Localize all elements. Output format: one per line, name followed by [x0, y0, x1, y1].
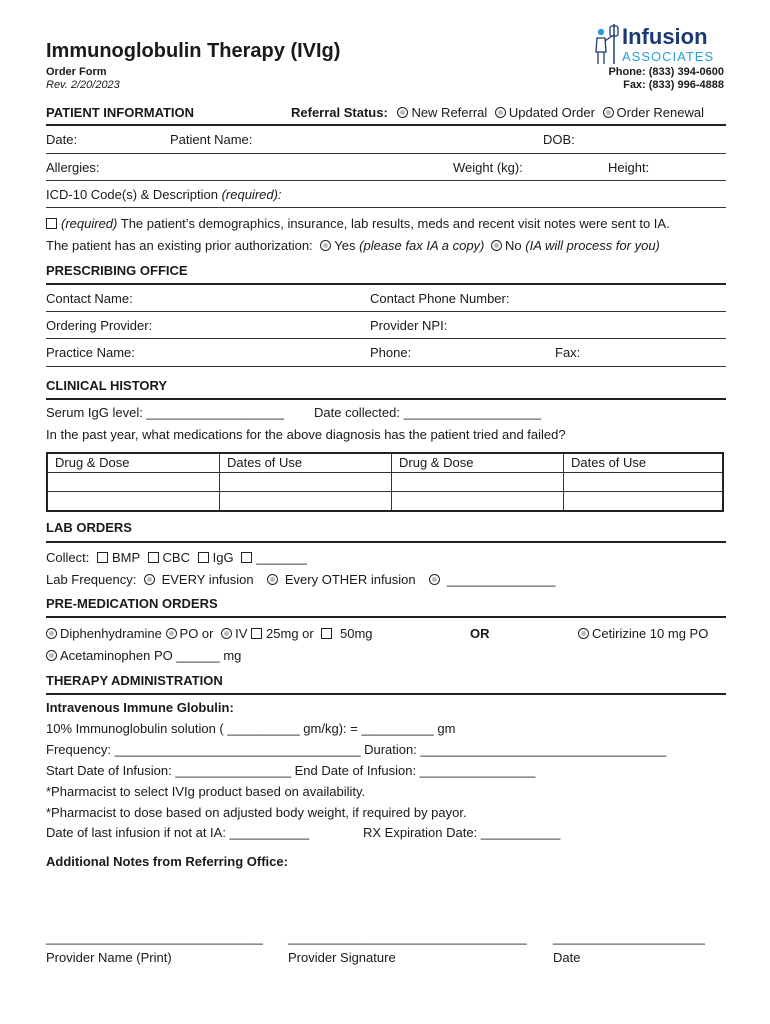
table-cell[interactable] [564, 473, 724, 492]
freq-every-other[interactable]: Every OTHER infusion [267, 572, 415, 587]
radio-icon[interactable] [267, 574, 278, 585]
divider [46, 207, 726, 208]
cetirizine-radio[interactable]: Cetirizine 10 mg PO [578, 626, 708, 641]
clinical-history-heading: CLINICAL HISTORY [46, 378, 168, 393]
divider [46, 616, 726, 618]
checkbox-icon[interactable] [198, 552, 209, 563]
radio-icon[interactable] [495, 107, 506, 118]
contact-phone-field[interactable]: Contact Phone Number: [370, 291, 510, 306]
provider-npi-field[interactable]: Provider NPI: [370, 318, 448, 333]
signature-date-label: Date [553, 950, 581, 965]
table-cell[interactable] [392, 492, 564, 512]
logo-subtext: ASSOCIATES [622, 49, 715, 64]
table-cell[interactable] [392, 473, 564, 492]
form-subtitle: Order Form [46, 66, 107, 78]
table-cell[interactable] [47, 492, 220, 512]
nurse-pole-icon [592, 22, 622, 66]
divider [46, 338, 726, 339]
table-header: Dates of Use [220, 453, 392, 473]
date-field[interactable]: Date: [46, 132, 78, 147]
patient-info-heading: PATIENT INFORMATION [46, 105, 195, 120]
radio-icon[interactable] [46, 650, 57, 661]
diphenhydramine-radio[interactable]: Diphenhydramine [46, 626, 162, 641]
table-row[interactable] [47, 473, 723, 492]
height-field[interactable]: Height: [608, 160, 650, 175]
iv-radio[interactable]: IV [221, 626, 247, 641]
checkbox-icon[interactable] [97, 552, 108, 563]
table-cell[interactable] [220, 492, 392, 512]
table-cell[interactable] [47, 473, 220, 492]
referral-label: Referral Status: [291, 105, 388, 120]
contact-name-field[interactable]: Contact Name: [46, 291, 133, 306]
acetaminophen-radio[interactable]: Acetaminophen PO ______ mg [46, 648, 241, 663]
lab-frequency-row: Lab Frequency: EVERY infusion Every OTHER infusion _______________ [46, 572, 556, 587]
table-header: Drug & Dose [47, 453, 220, 473]
signature-date-line[interactable]: _____________________ [553, 930, 705, 945]
dose-50mg-checkbox[interactable]: 50mg [321, 626, 372, 641]
icd-field[interactable]: ICD-10 Code(s) & Description (required): [46, 187, 282, 202]
serum-igg-field[interactable]: Serum IgG level: ___________________ [46, 405, 284, 420]
premed-or: OR [470, 626, 490, 641]
radio-icon[interactable] [491, 240, 502, 251]
radio-icon[interactable] [46, 628, 57, 639]
radio-icon[interactable] [603, 107, 614, 118]
additional-notes-area[interactable] [46, 875, 724, 925]
provider-signature-label: Provider Signature [288, 950, 396, 965]
provider-name-label: Provider Name (Print) [46, 950, 172, 965]
solution-dose-field[interactable]: 10% Immunoglobulin solution ( __________ gm/kg): = __________ gm [46, 721, 456, 736]
divider [46, 311, 726, 312]
igg-checkbox[interactable]: IgG [198, 550, 234, 565]
divider [46, 124, 726, 126]
premed-heading: PRE-MEDICATION ORDERS [46, 596, 218, 611]
date-collected-field[interactable]: Date collected: ___________________ [314, 405, 541, 420]
radio-icon[interactable] [144, 574, 155, 585]
radio-icon[interactable] [397, 107, 408, 118]
checkbox-icon[interactable] [46, 218, 57, 229]
additional-notes-heading: Additional Notes from Referring Office: [46, 854, 288, 869]
prior-auth-no[interactable]: No (IA will process for you) [491, 238, 660, 253]
patient-name-field[interactable]: Patient Name: [170, 132, 253, 147]
ia-phone: Phone: (833) 394-0600 [608, 66, 724, 78]
failed-meds-question: In the past year, what medications for the above diagnosis has the patient tried and failed? [46, 427, 566, 442]
cbc-checkbox[interactable]: CBC [148, 550, 190, 565]
table-cell[interactable] [564, 492, 724, 512]
logo-text: Infusion [622, 24, 708, 49]
practice-fax-field[interactable]: Fax: [555, 345, 581, 360]
po-radio[interactable]: PO or [166, 626, 214, 641]
dob-field[interactable]: DOB: [543, 132, 575, 147]
table-row[interactable] [47, 492, 723, 512]
radio-icon[interactable] [166, 628, 177, 639]
prior-auth-row: The patient has an existing prior authorization: Yes (please fax IA a copy) No (IA will process for you) [46, 238, 660, 253]
freq-every[interactable]: EVERY infusion [144, 572, 254, 587]
checkbox-icon[interactable] [321, 628, 332, 639]
practice-phone-field[interactable]: Phone: [370, 345, 412, 360]
form-title: Immunoglobulin Therapy (IVIg) [46, 40, 341, 62]
table-header: Drug & Dose [392, 453, 564, 473]
referral-renewal[interactable]: Order Renewal [603, 105, 704, 120]
referral-new[interactable]: New Referral [397, 105, 487, 120]
freq-other[interactable]: _______________ [429, 572, 555, 587]
allergies-field[interactable]: Allergies: [46, 160, 100, 175]
divider [46, 693, 726, 695]
pharmacist-note-1: *Pharmacist to select IVIg product based on availability. [46, 784, 366, 799]
lab-collect-row: Collect: BMP CBC IgG _______ [46, 550, 307, 565]
prior-auth-yes[interactable]: Yes (please fax IA a copy) [320, 238, 484, 253]
divider [46, 398, 726, 400]
rx-expiration-field[interactable]: RX Expiration Date: ___________ [363, 825, 561, 840]
table-header-row [47, 453, 723, 473]
infusion-dates-field[interactable]: Start Date of Infusion: ________________ End Date of Infusion: ________________ [46, 763, 536, 778]
infusion-associates-logo [592, 22, 728, 68]
weight-field[interactable]: Weight (kg): [453, 160, 523, 175]
checkbox-icon[interactable] [251, 628, 262, 639]
divider [46, 366, 726, 367]
provider-name-line[interactable]: ______________________________ [46, 930, 263, 945]
radio-icon[interactable] [578, 628, 589, 639]
referral-updated[interactable]: Updated Order [495, 105, 595, 120]
last-infusion-field[interactable]: Date of last infusion if not at IA: ___________ [46, 825, 310, 840]
ordering-provider-field[interactable]: Ordering Provider: [46, 318, 153, 333]
radio-icon[interactable] [221, 628, 232, 639]
checkbox-icon[interactable] [148, 552, 159, 563]
ivig-subheading: Intravenous Immune Globulin: [46, 700, 234, 715]
bmp-checkbox[interactable]: BMP [97, 550, 140, 565]
table-cell[interactable] [220, 473, 392, 492]
pharmacist-note-2: *Pharmacist to dose based on adjusted body weight, if required by payor. [46, 805, 467, 820]
table-header: Dates of Use [564, 453, 724, 473]
divider [46, 153, 726, 154]
frequency-duration-field[interactable]: Frequency: __________________________________ Duration: __________________________________ [46, 742, 667, 757]
referral-status [291, 105, 704, 120]
documents-sent-checkbox[interactable]: (required) The patient’s demographics, insurance, lab results, meds and recent visit notes were sent to IA. [46, 216, 670, 231]
dose-25mg-checkbox[interactable]: 25mg or [251, 626, 314, 641]
ia-fax: Fax: (833) 996-4888 [623, 79, 724, 91]
prescribing-office-heading: PRESCRIBING OFFICE [46, 263, 188, 278]
divider [46, 283, 726, 285]
divider [46, 541, 726, 543]
radio-icon[interactable] [429, 574, 440, 585]
revision-date: Rev. 2/20/2023 [46, 79, 120, 91]
provider-signature-line[interactable]: _________________________________ [288, 930, 527, 945]
failed-medications-table [46, 452, 724, 512]
lab-orders-heading: LAB ORDERS [46, 520, 132, 535]
therapy-admin-heading: THERAPY ADMINISTRATION [46, 673, 223, 688]
other-lab-checkbox[interactable]: _______ [241, 550, 307, 565]
checkbox-icon[interactable] [241, 552, 252, 563]
practice-name-field[interactable]: Practice Name: [46, 345, 135, 360]
divider [46, 180, 726, 181]
diphenhydramine-row [46, 626, 373, 641]
radio-icon[interactable] [320, 240, 331, 251]
